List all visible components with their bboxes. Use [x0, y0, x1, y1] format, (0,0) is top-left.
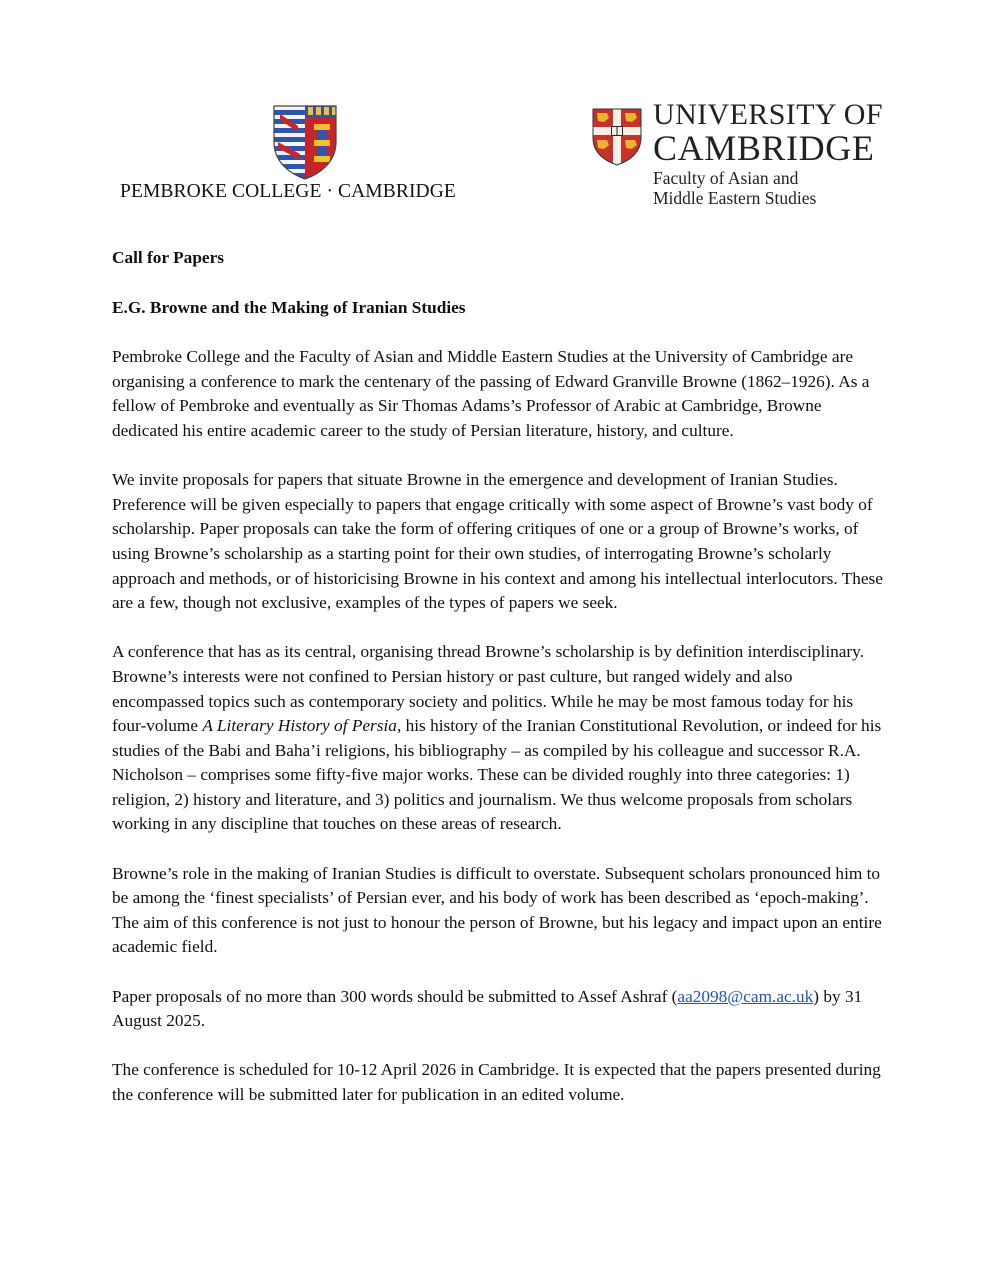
- paragraph-interdisciplinary-text-1: A conference that has as its central, organising thread Browne’s scholarship is by definition interdisciplinary. Browne’s interests were not confined to Persian history or past culture, but ranged widely and also encompassed topics such as contemporary society and politics. While he may be most famous today for his four-volume: [112, 642, 865, 736]
- cambridge-shield-icon: [592, 108, 642, 166]
- submission-text-2: ) by 31 August 2025.: [112, 986, 863, 1031]
- paragraph-intro: Pembroke College and the Faculty of Asian and Middle Eastern Studies at the University of Cambridge are organising a conference to mark the centenary of the passing of Edward Granville Browne (1862–1926). As a fellow of Pembroke and eventually as Sir Thomas Adams’s Professor of Arabic at Cambridge, Browne dedicated his entire academic career to the study of Persian literature, history, and culture.: [112, 347, 870, 440]
- paragraph-invitation: We invite proposals for papers that situate Browne in the emergence and development of Iranian Studies. Preference will be given especially to papers that engage critically with some aspect of Browne’s vast body of scholarship. Paper proposals can take the form of offering critiques of one or a group of Browne’s works, of using Browne’s scholarship as a starting point for their own studies, of interrogating Browne’s scholarly approach and methods, or of historicising Browne in his context and among his intellectual interlocutors. These are a few, though not exclusive, examples of the types of papers we seek.: [112, 470, 883, 613]
- cambridge-wordmark-line2: CAMBRIDGE: [653, 128, 875, 168]
- paragraph-interdisciplinary-text-2: , his history of the Iranian Constitutional Revolution, or indeed for his studies of the Babi and Baha’i religions, his bibliography – as compiled by his colleague and successor R.A. Nicholson – comprises some fifty-five major works. These can be divided roughly into three categories: 1) religion, 2) history and literature, and 3) politics and journalism. We thus welcome proposals from scholars working in any discipline that touches on these areas of research.: [112, 716, 882, 834]
- faculty-name: [653, 168, 816, 208]
- pembroke-college-name: PEMBROKE COLLEGE · CAMBRIDGE: [120, 181, 456, 202]
- paragraph-schedule: The conference is scheduled for 10-12 April 2026 in Cambridge. It is expected that the papers presented during the conference will be submitted later for publication in an edited volume.: [112, 1060, 881, 1104]
- faculty-name-line2: Middle Eastern Studies: [653, 188, 817, 208]
- pembroke-shield-icon: [272, 104, 338, 180]
- document-body: [112, 246, 887, 1132]
- cambridge-logo-block: [592, 98, 883, 214]
- cambridge-wordmark: [653, 100, 883, 166]
- paragraph-legacy: Browne’s role in the making of Iranian Studies is difficult to overstate. Subsequent scholars pronounced him to be among the ‘finest specialists’ of Persian ever, and his body of work has been described as ‘epoch-making’. The aim of this conference is not just to honour the person of Browne, but his legacy and impact upon an entire academic field.: [112, 863, 882, 957]
- paragraph-submission: [112, 985, 887, 1034]
- paragraph-interdisciplinary: [112, 640, 887, 837]
- book-title: A Literary History of Persia: [202, 716, 397, 736]
- document-title: E.G. Browne and the Making of Iranian Studies: [112, 297, 466, 317]
- email-link[interactable]: aa2098@cam.ac.uk: [677, 986, 814, 1006]
- pembroke-logo-block: [120, 104, 465, 204]
- submission-text-1: Paper proposals of no more than 300 words should be submitted to Assef Ashraf (: [112, 986, 678, 1006]
- document-label: Call for Papers: [112, 248, 224, 267]
- faculty-name-line1: Faculty of Asian and: [653, 168, 799, 188]
- cambridge-wordmark-line1: UNIVERSITY OF: [653, 98, 883, 131]
